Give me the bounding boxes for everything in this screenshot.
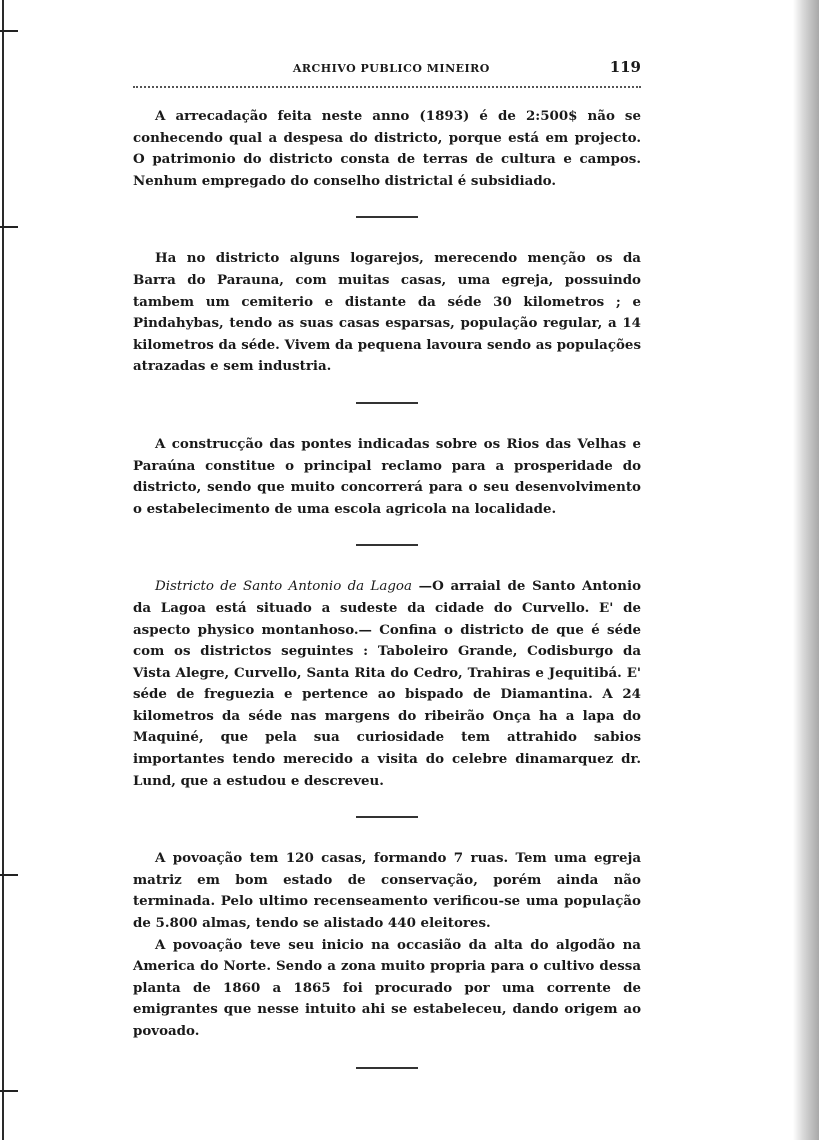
page-number: 119: [609, 58, 641, 76]
section-povoacao: [133, 848, 641, 1042]
paragraph: A povoação tem 120 casas, formando 7 ruas. Tem uma egreja matriz em bom estado de conservação, porém ainda não terminada. Pelo ultimo recenseamento verificou-se uma população de 5.800 almas, tendo se alistado 440 eleitores.: [133, 850, 641, 932]
district-heading: Districto de Santo Antonio da Lagoa: [155, 579, 412, 595]
paragraph: A construcção das pontes indicadas sobre os Rios das Velhas e Paraúna constitue o principal reclamo para a prosperidade do districto, sendo que muito concorrerá para o seu desenvolvimento o estabelecimento de uma escola agricola na localidade.: [133, 435, 641, 517]
scan-binding-edge: [2, 0, 4, 1140]
scan-binding-mark: [0, 1090, 18, 1092]
section-revenue: [133, 106, 641, 192]
paragraph-text: —O arraial de Santo Antonio da Lagoa está situado a sudeste da cidade do Curvello. E' de aspecto physico montanhoso.— Confina o districto de que é séde com os districtos seguintes : Taboleiro Grande, Codisburgo da Vista Alegre, Curvello, Santa Rita do Cedro, Trahiras e Jequitibá. E' séde de freguezia e pertence ao bispado de Diamantina. A 24 kilometros da séde nas margens do ribeirão Onça ha a lapa do Maquiné, que pela sua curiosidade tem attrahido sabios importantes tendo merecido a visita do celebre dinamarquez dr. Lund, que a estudou e descreveu.: [133, 578, 641, 789]
paragraph: Ha no districto alguns logarejos, merecendo menção os da Barra do Parauna, com muitas casas, uma egreja, possuindo tambem um cemiterio e distante da séde 30 kilometros ; e Pindahybas, tendo as suas casas esparsas, população regular, a 14 kilometros da séde. Vivem da pequena lavoura sendo as populações atrazadas e sem industria.: [133, 250, 641, 375]
running-title: ARCHIVO PUBLICO MINEIRO: [292, 62, 490, 75]
section-divider: [356, 1067, 418, 1069]
section-bridges: [133, 434, 641, 520]
section-settlements: [133, 248, 641, 378]
paragraph: [133, 576, 641, 792]
page-header: [133, 58, 641, 88]
section-santo-antonio: [133, 576, 641, 792]
scan-binding-mark: [0, 30, 18, 32]
book-page: [133, 58, 641, 1069]
scan-binding-mark: [0, 874, 18, 876]
paragraph: A povoação teve seu inicio na occasião da alta do algodão na America do Norte. Sendo a zona muito propria para o cultivo dessa planta de 1860 a 1865 foi procurado por uma corrente de emigrantes que nesse intuito ahi se estabeleceu, dando origem ao povoado.: [133, 936, 641, 1039]
paragraph: A arrecadação feita neste anno (1893) é de 2:500$ não se conhecendo qual a despesa do districto, porque está em projecto. O patrimonio do districto consta de terras de cultura e campos. Nenhum empregado do conselho districtal é subsidiado.: [133, 108, 641, 189]
scan-binding-mark: [0, 226, 18, 228]
scan-page-edge: [793, 0, 819, 1140]
